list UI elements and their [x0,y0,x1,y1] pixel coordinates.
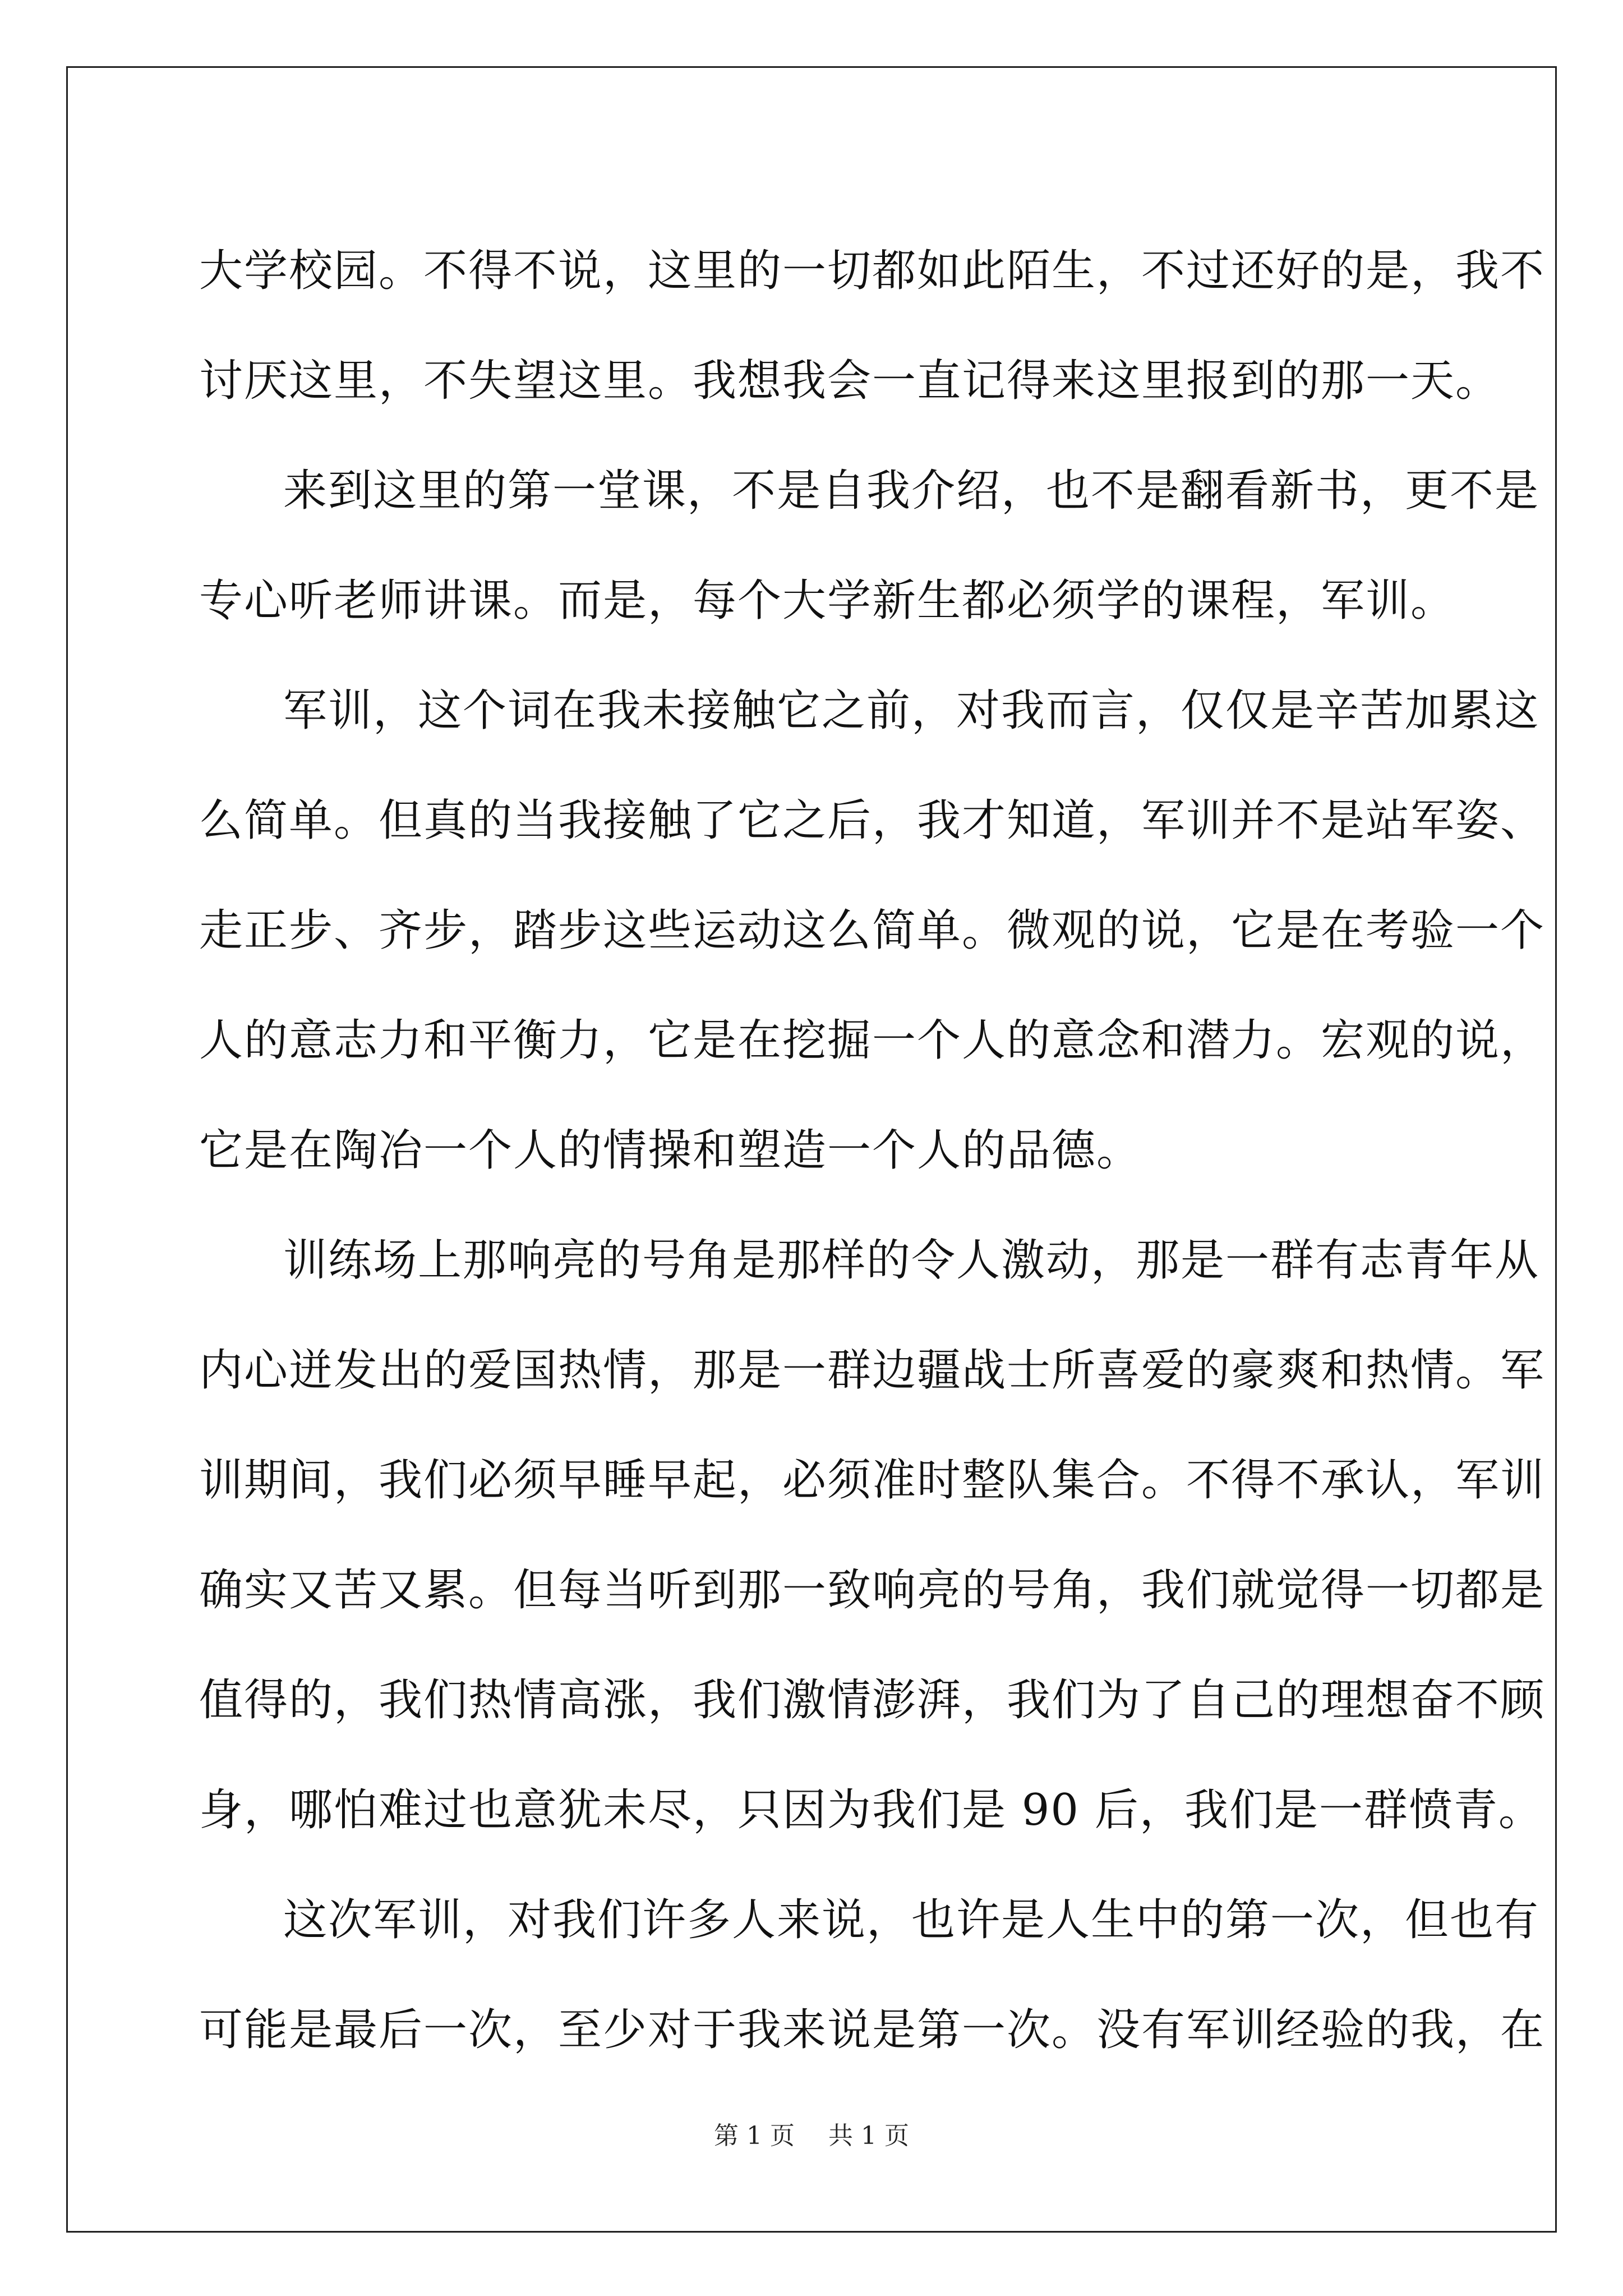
page-footer [0,2119,1623,2153]
text-line: 内心迸发出的爱国热情，那是一群边疆战士所喜爱的豪爽和热情。军 [199,1345,1546,1396]
paragraph-start-line: 这次军训，对我们许多人来说，也许是人生中的第一次，但也有 [283,1895,1540,1945]
paragraph-start-line: 训练场上那响亮的号角是那样的令人激动，那是一群有志青年从 [283,1235,1540,1286]
text-line: 值得的，我们热情高涨，我们激情澎湃，我们为了自己的理想奋不顾 [199,1675,1546,1726]
text-line: 可能是最后一次，至少对于我来说是第一次。没有军训经验的我，在 [199,2005,1546,2055]
page-total: 共 1 页 [828,2122,909,2150]
text-line: 人的意志力和平衡力，它是在挖掘一个人的意念和潜力。宏观的说， [199,1015,1546,1066]
paragraph-start-line: 来到这里的第一堂课，不是自我介绍，也不是翻看新书，更不是 [283,466,1540,516]
text-line: 么简单。但真的当我接触了它之后，我才知道，军训并不是站军姿、 [199,795,1546,846]
text-line: 大学校园。不得不说，这里的一切都如此陌生，不过还好的是，我不 [199,246,1546,296]
text-line: 身，哪怕难过也意犹未尽，只因为我们是 90 后，我们是一群愤青。 [199,1785,1543,1835]
page-number: 第 1 页 [714,2122,795,2150]
text-line: 训期间，我们必须早睡早起，必须准时整队集合。不得不承认，军训 [199,1455,1546,1506]
text-line: 讨厌这里，不失望这里。我想我会一直记得来这里报到的那一天。 [199,356,1501,406]
document-body [199,216,1546,2085]
text-line: 确实又苦又累。但每当听到那一致响亮的号角，我们就觉得一切都是 [199,1565,1546,1616]
text-line: 走正步、齐步，踏步这些运动这么简单。微观的说，它是在考验一个 [199,905,1546,956]
text-line: 它是在陶冶一个人的情操和塑造一个人的品德。 [199,1125,1142,1176]
text-line: 专心听老师讲课。而是，每个大学新生都必须学的课程，军训。 [199,576,1456,626]
paragraph-start-line: 军训，这个词在我未接触它之前，对我而言，仅仅是辛苦加累这 [283,685,1540,736]
